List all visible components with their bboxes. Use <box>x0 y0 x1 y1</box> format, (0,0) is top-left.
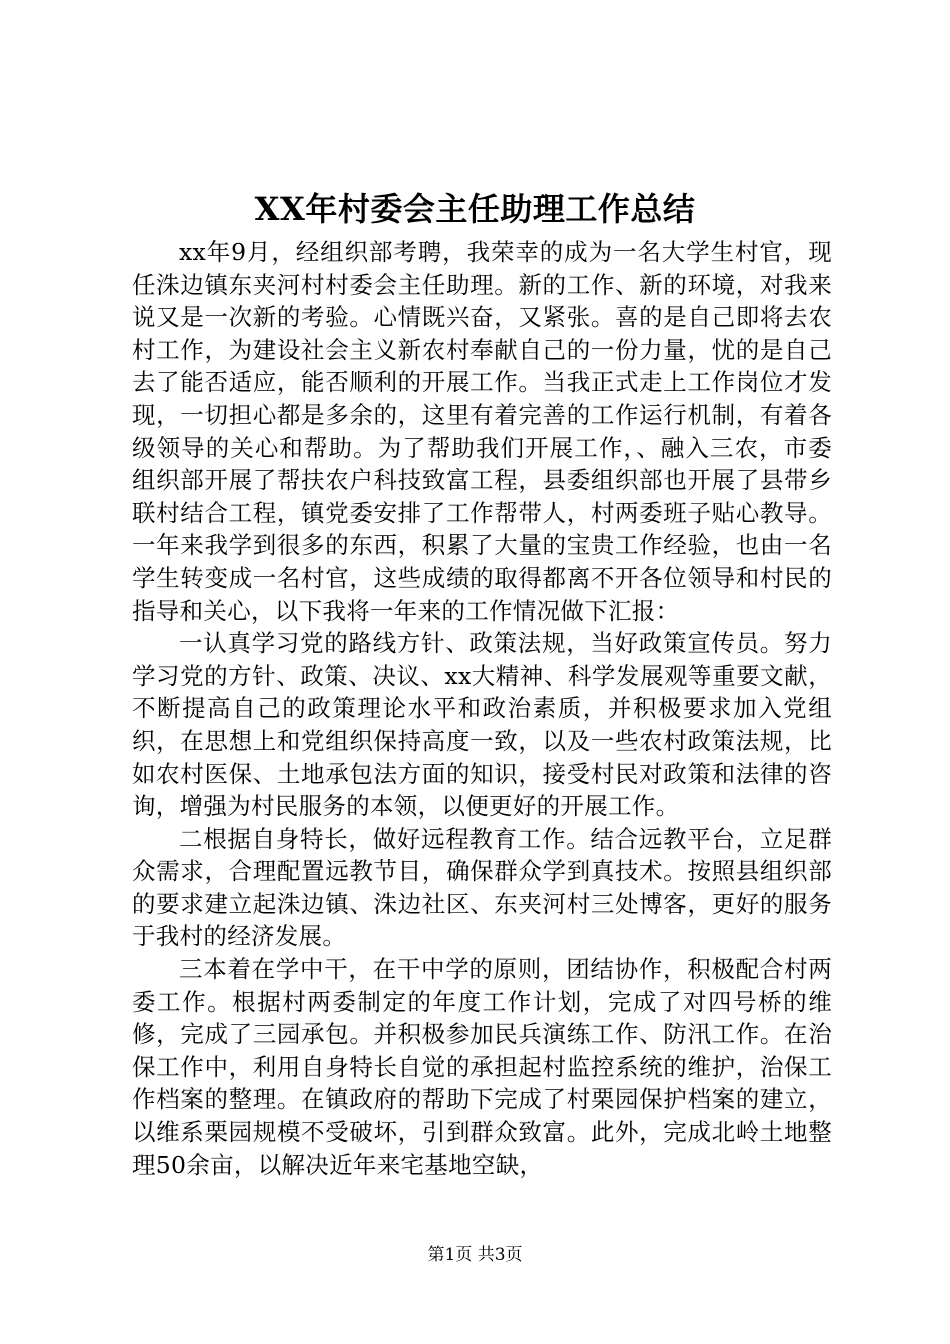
paragraph-section-one: 一认真学习党的路线方针、政策法规，当好政策宣传员。努力学习党的方针、政策、决议、xx大精神、科学发展观等重要文献，不断提高自己的政策理论水平和政治素质，并积极要求加入党组织，在思想上和党组织保持高度一致，以及一些农村政策法规，比如农村医保、土地承包法方面的知识，接受村民对政策和法律的咨询，增强为村民服务的本领，以便更好的开展工作。 <box>132 629 832 821</box>
page-title: XX年村委会主任助理工作总结 <box>254 190 696 228</box>
document-body <box>132 236 832 1181</box>
paragraph-intro: xx年9月，经组织部考聘，我荣幸的成为一名大学生村官，现任洙边镇东夹河村村委会主任助理。新的工作、新的环境，对我来说又是一次新的考验。心情既兴奋，又紧张。喜的是自己即将去农村工作，为建设社会主义新农村奉献自己的一份力量，忧的是自己去了能否适应，能否顺利的开展工作。当我正式走上工作岗位才发现，一切担心都是多余的，这里有着完善的工作运行机制，有着各级领导的关心和帮助。为了帮助我们开展工作，、融入三农，市委组织部开展了帮扶农户科技致富工程，县委组织部也开展了县带乡联村结合工程，镇党委安排了工作帮带人，村两委班子贴心教导。一年来我学到很多的东西，积累了大量的宝贵工作经验，也由一名学生转变成一名村官，这些成绩的取得都离不开各位领导和村民的指导和关心，以下我将一年来的工作情况做下汇报： <box>132 238 832 625</box>
paragraph-section-three: 三本着在学中干，在干中学的原则，团结协作，积极配合村两委工作。根据村两委制定的年度工作计划，完成了对四号桥的维修，完成了三园承包。并积极参加民兵演练工作、防汛工作。在治保工作中，利用自身特长自觉的承担起村监控系统的维护，治保工作档案的整理。在镇政府的帮助下完成了村栗园保护档案的建立，以维系栗园规模不受破坏，引到群众致富。此外，完成北岭土地整理50余亩，以解决近年来宅基地空缺， <box>132 955 832 1179</box>
paragraph-section-two: 二根据自身特长，做好远程教育工作。结合远教平台，立足群众需求，合理配置远教节目，确保群众学到真技术。按照县组织部的要求建立起洙边镇、洙边社区、东夹河村三处博客，更好的服务于我村的经济发展。 <box>132 824 832 951</box>
page-number-footer: 第1页 共3页 <box>427 1245 523 1265</box>
